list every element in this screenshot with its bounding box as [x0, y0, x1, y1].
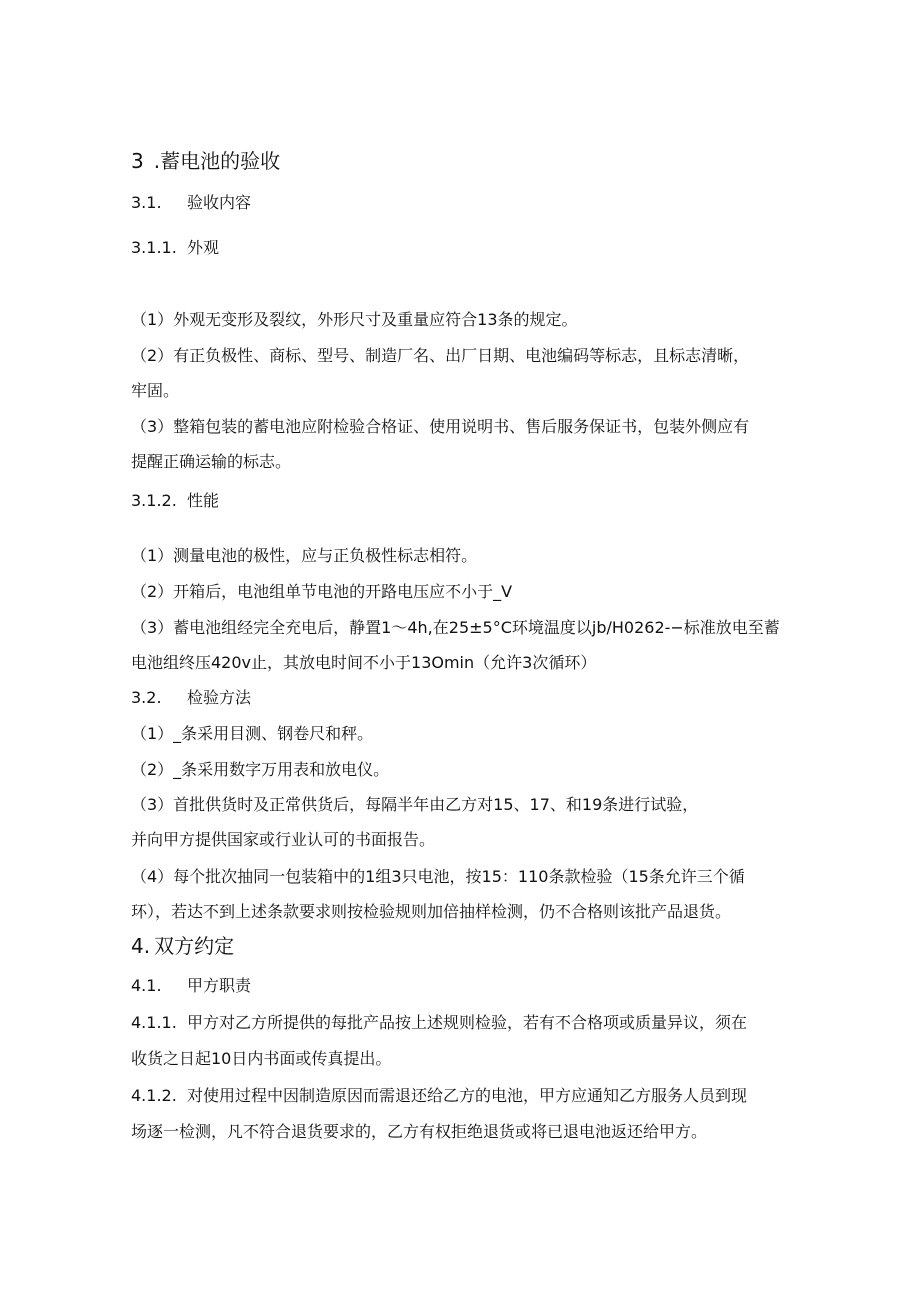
paragraph-line: （1）_条采用目测、钢卷尺和秤。	[131, 724, 374, 743]
section-title: 外观	[187, 238, 220, 257]
paragraph-line: 收货之日起10日内书面或传真提出。	[131, 1049, 392, 1068]
paragraph-line: （2）有正负极性、商标、型号、制造厂名、出厂日期、电池编码等标志，且标志清晰，	[131, 346, 750, 365]
section-4-heading	[131, 933, 234, 959]
section-number: 4.1.	[131, 976, 162, 995]
section-3-1-2-heading	[131, 490, 219, 512]
paragraph-line: （2）开箱后，电池组单节电池的开路电压应不小于_V	[131, 582, 513, 601]
paragraph-line: （1）测量电池的极性，应与正负极性标志相符。	[131, 546, 478, 565]
paragraph-line: 并向甲方提供国家或行业认可的书面报告。	[131, 830, 436, 849]
section-number: 4.	[131, 934, 151, 958]
section-3-1-heading	[131, 192, 251, 214]
section-number: 3.2.	[131, 688, 162, 707]
paragraph-text: 对使用过程中因制造原因而需退还给乙方的电池，甲方应通知乙方服务人员到现	[187, 1086, 748, 1105]
paragraph-line: 牢固。	[131, 381, 180, 400]
paragraph-line: 提醒正确运输的标志。	[131, 452, 292, 471]
section-3-1-1-heading	[131, 237, 219, 259]
section-title: 甲方职责	[187, 976, 252, 995]
paragraph-text: 甲方对乙方所提供的每批产品按上述规则检验，若有不合格项或质量异议，须在	[187, 1013, 748, 1032]
section-number: 3.1.2.	[131, 491, 177, 510]
section-number: 3	[131, 149, 144, 173]
paragraph-line: （3）整箱包装的蓄电池应附检验合格证、使用说明书、售后服务保证书，包装外侧应有	[131, 417, 750, 436]
section-4-1-2-line	[131, 1085, 747, 1107]
paragraph-line: （3）首批供货时及正常供货后，每隔半年由乙方对15、17、和19条进行试验，	[131, 795, 699, 814]
paragraph-line: （2）_条采用数字万用表和放电仪。	[131, 760, 390, 779]
section-title: 验收内容	[187, 193, 252, 212]
paragraph-line: （3）蓄电池组经完全充电后，静置1～4h,在25±5°C环境温度以jb∕H0262-−标准放电至蓄	[131, 618, 780, 637]
section-number: 4.1.2.	[131, 1086, 177, 1105]
section-3-heading	[131, 148, 280, 174]
section-3-2-heading	[131, 687, 251, 709]
section-number: 3.1.	[131, 193, 162, 212]
section-title: 性能	[187, 491, 220, 510]
paragraph-line: （4）每个批次抽同一包装箱中的1组3只电池，按15：110条款检验（15条允许三个循	[131, 867, 745, 886]
paragraph-line: 环），若达不到上述条款要求则按检验规则加倍抽样检测，仍不合格则该批产品退货。	[131, 902, 732, 921]
paragraph-line: 电池组终压420v止，其放电时间不小于13Omin（允许3次循环）	[131, 653, 597, 672]
section-title: 检验方法	[187, 688, 252, 707]
section-4-1-heading	[131, 975, 251, 997]
section-title: .蓄电池的验收	[153, 149, 281, 173]
section-4-1-1-line	[131, 1012, 747, 1034]
section-title: 双方约定	[154, 934, 235, 958]
paragraph-line: （1）外观无变形及裂纹，外形尺寸及重量应符合13条的规定。	[131, 310, 578, 329]
paragraph-line: 场逐一检测，凡不符合退货要求的，乙方有权拒绝退货或将已退电池返还给甲方。	[131, 1122, 708, 1141]
section-number: 3.1.1.	[131, 238, 177, 257]
section-number: 4.1.1.	[131, 1013, 177, 1032]
